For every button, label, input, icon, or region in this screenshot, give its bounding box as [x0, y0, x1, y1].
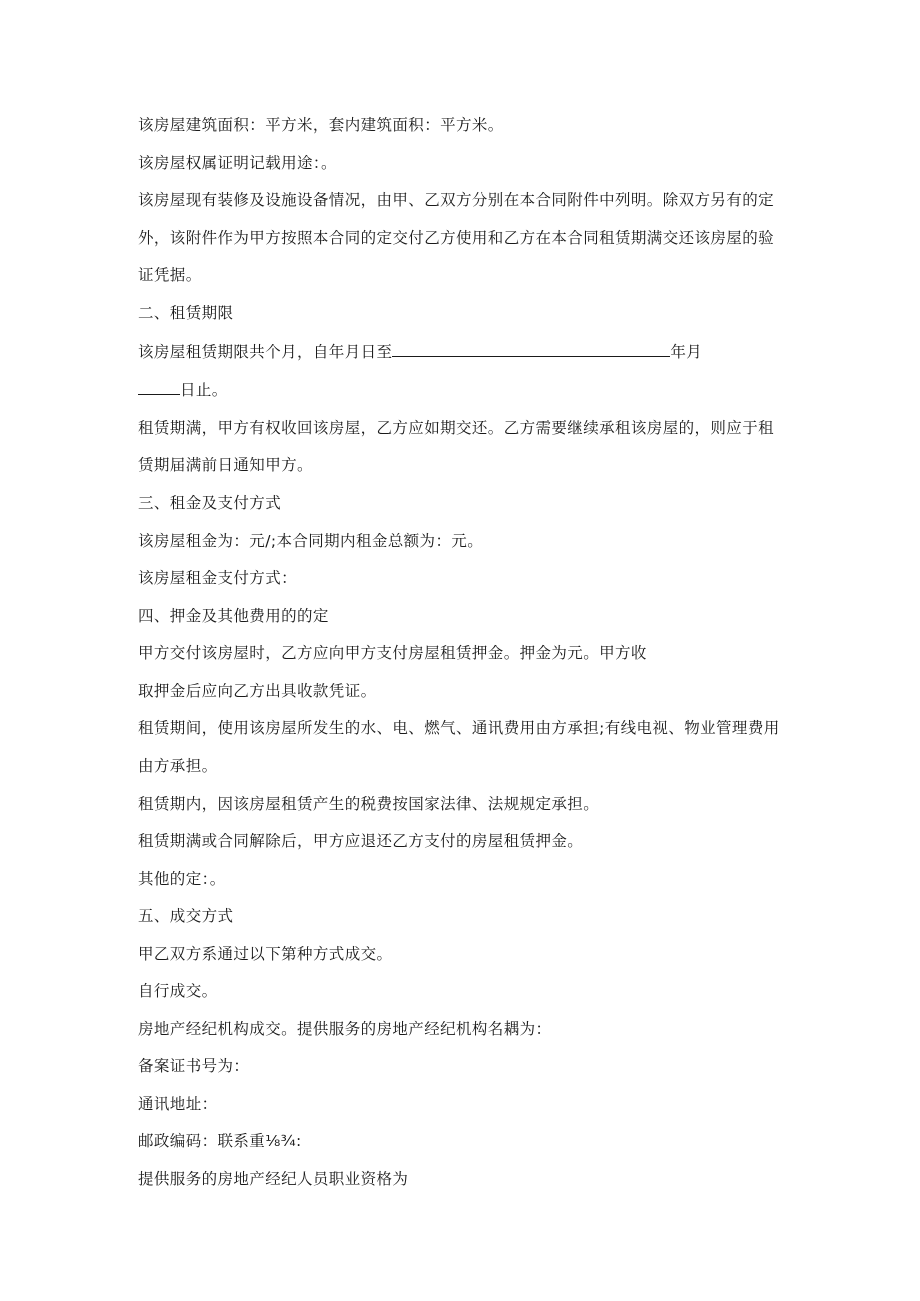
paragraph-rent-amount: 该房屋租金为：元/;本合同期内租金总额为：元。 [138, 531, 484, 550]
section-heading-transaction-method: 五、成交方式 [138, 907, 234, 925]
blank-line-short [138, 378, 180, 395]
paragraph-decoration-facilities: 该房屋现有装修及设施设备情况，由甲、乙双方分别在本合同附件中列明。除双方另有的定外，该附件作为甲方按照本合同的定交付乙方使用和乙方在本合同租赁期满交还该房屋的验证凭据。 [138, 191, 775, 284]
paragraph-lease-end [138, 378, 788, 402]
paragraph-other-terms: 其他的定：。 [138, 869, 226, 888]
paragraph-building-area: 该房屋建筑面积：平方米，套内建筑面积：平方米。 [138, 116, 504, 134]
paragraph-taxes: 租赁期内，因该房屋租赁产生的税费按国家法律、法规规定承担。 [138, 794, 600, 813]
section-heading-rent-payment: 三、租金及支付方式 [138, 494, 282, 512]
paragraph-self-transaction: 自行成交。 [138, 982, 218, 1000]
lease-period-text: 该房屋租赁期限共个月，自年月日至 [138, 342, 393, 361]
paragraph-rent-payment-method: 该房屋租金支付方式： [138, 569, 298, 587]
paragraph-lease-expiry: 租赁期满，甲方有权收回该房屋，乙方应如期交还。乙方需要继续承租该房屋的，则应于租赁期届满前日通知甲方。 [138, 418, 775, 474]
section-heading-lease-term: 二、租赁期限 [138, 304, 234, 322]
paragraph-utility-fees: 租赁期间，使用该房屋所发生的水、电、燃气、通讯费用由方承担;有线电视、物业管理费用由方承担。 [138, 719, 780, 775]
paragraph-deposit-refund: 租赁期满或合同解除后，甲方应退还乙方支付的房屋租赁押金。 [138, 832, 584, 850]
lease-period-end-text: 年月 [670, 342, 703, 361]
paragraph-agency-transaction: 房地产经纪机构成交。提供服务的房地产经纪机构名耦为： [138, 1019, 552, 1038]
section-heading-deposit-fees: 四、押金及其他费用的的定 [138, 606, 329, 625]
paragraph-agent-qualification: 提供服务的房地产经纪人员职业资格为 [138, 1169, 409, 1188]
document-body [138, 114, 788, 1205]
paragraph-deposit: 甲方交付该房屋时，乙方应向甲方支付房屋租赁押金。押金为元。甲方收 [138, 644, 647, 662]
paragraph-deposit-receipt: 取押金后应向乙方出具收款凭证。 [138, 681, 377, 700]
lease-end-text: 日止。 [180, 381, 228, 399]
paragraph-registration-number: 备案证书号为： [138, 1057, 250, 1075]
blank-line-long [392, 340, 670, 357]
paragraph-ownership-use: 该房屋权属证明记载用途：。 [138, 153, 337, 172]
paragraph-lease-period [138, 340, 788, 364]
paragraph-postal-contact: 邮政编码：联系重⅛¾: [138, 1132, 302, 1150]
paragraph-transaction-type: 甲乙双方系通过以下第种方式成交。 [138, 944, 393, 963]
paragraph-mailing-address: 通讯地址： [138, 1094, 218, 1113]
